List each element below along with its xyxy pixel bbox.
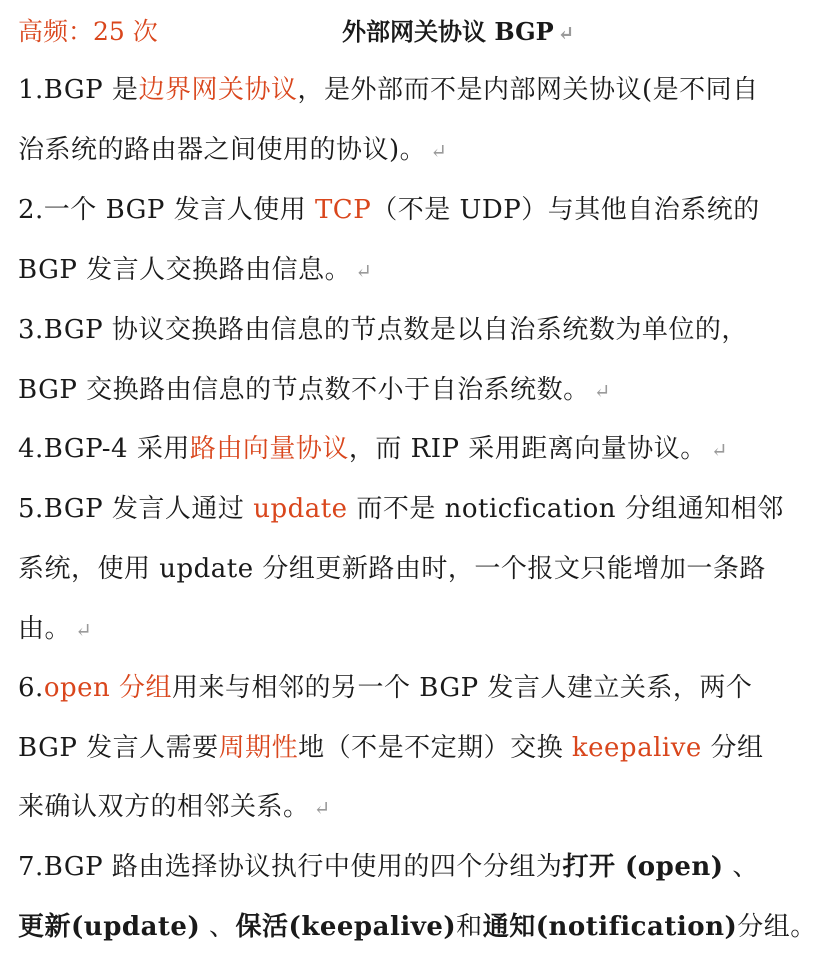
text-segment: 来确认双方的相邻关系。 — [18, 792, 310, 822]
highlight-text: 边界网关协议 — [138, 75, 298, 105]
return-mark-icon: ↵ — [557, 21, 575, 45]
text-segment: 、 — [200, 912, 236, 942]
bold-text: 通知(notification) — [482, 912, 738, 942]
text-segment: 、 — [723, 852, 759, 882]
text-segment: 和 — [456, 912, 483, 942]
text-line — [18, 252, 372, 289]
text-segment: 2.一个 BGP 发言人使用 — [18, 195, 315, 225]
text-segment: 治系统的路由器之间使用的协议)。 — [18, 135, 427, 165]
text-line — [18, 730, 764, 766]
text-segment: 5.BGP 发言人通过 — [18, 494, 254, 524]
text-segment: ，而 RIP 采用距离向量协议。 — [348, 434, 707, 464]
text-segment: 6. — [18, 673, 44, 703]
return-mark-icon: ↵ — [593, 379, 611, 403]
highlight-text: TCP — [314, 195, 372, 225]
text-line — [18, 132, 447, 169]
bold-text: 打开 (open) — [562, 852, 724, 882]
text-segment: 1.BGP 是 — [18, 75, 139, 105]
highlight-text: update — [253, 494, 348, 524]
text-line — [18, 551, 766, 587]
return-mark-icon: ↵ — [355, 259, 373, 283]
text-line — [18, 72, 759, 108]
text-segment: 7.BGP 路由选择协议执行中使用的四个分组为 — [18, 852, 563, 882]
text-segment: 3.BGP 协议交换路由信息的节点数是以自治系统数为单位的， — [18, 315, 748, 345]
highlight-text: open 分组 — [43, 673, 173, 703]
highlight-text: 周期性 — [218, 733, 299, 763]
return-mark-icon: ↵ — [313, 796, 331, 820]
highlight-text: keepalive — [571, 733, 702, 763]
text-segment: 用来与相邻的另一个 BGP 发言人建立关系，两个 — [172, 673, 753, 703]
bold-text: 更新(update) — [18, 912, 201, 942]
page-title — [342, 12, 574, 47]
text-segment: 分组。 — [737, 912, 817, 942]
highlight-text: 路由向量协议 — [189, 434, 349, 464]
header — [0, 12, 829, 48]
text-line — [18, 312, 748, 348]
text-line — [18, 192, 760, 228]
text-segment: BGP 发言人需要 — [18, 733, 219, 763]
text-line — [18, 909, 817, 945]
text-line — [18, 372, 611, 409]
text-segment: 而不是 noticfication 分组通知相邻 — [347, 494, 784, 524]
text-line — [18, 849, 759, 885]
bold-text: 保活(keepalive) — [235, 912, 457, 942]
text-line — [18, 670, 752, 706]
text-segment: 地（不是不定期）交换 — [298, 733, 572, 763]
text-segment: 4.BGP-4 采用 — [18, 434, 190, 464]
text-line — [18, 491, 784, 527]
text-segment: ，是外部而不是内部网关协议(是不同自 — [297, 75, 759, 105]
text-line — [18, 611, 92, 648]
text-line — [18, 431, 728, 468]
return-mark-icon: ↵ — [75, 618, 93, 642]
text-segment: BGP 交换路由信息的节点数不小于自治系统数。 — [18, 375, 590, 405]
text-segment: 分组 — [701, 733, 764, 763]
text-segment: （不是 UDP）与其他自治系统的 — [371, 195, 760, 225]
return-mark-icon: ↵ — [430, 139, 448, 163]
frequency-label: 高频：25 次 — [18, 17, 158, 46]
text-line — [18, 789, 331, 826]
return-mark-icon: ↵ — [710, 438, 728, 462]
text-segment: 由。 — [18, 614, 72, 644]
text-segment: 系统，使用 update 分组更新路由时，一个报文只能增加一条路 — [18, 554, 766, 584]
text-segment: BGP 发言人交换路由信息。 — [18, 255, 352, 285]
page-title-text: 外部网关协议 BGP — [342, 17, 554, 46]
